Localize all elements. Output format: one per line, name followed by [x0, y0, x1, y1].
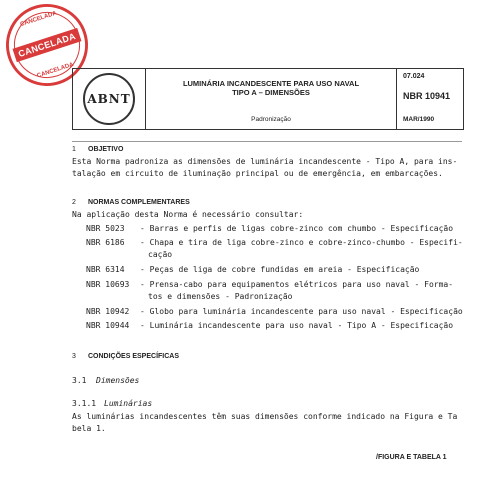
document-header: [72, 68, 464, 130]
ref-code: NBR 10693: [86, 280, 130, 289]
section-2-title: NORMAS COMPLEMENTARES: [88, 199, 190, 206]
stamp-ring-top: CANCELADA: [19, 10, 58, 29]
ref-text: - Luminária incandescente para uso naval - Tipo A - Especificação: [140, 321, 454, 330]
norm-number: NBR 10941: [403, 91, 451, 101]
continuation-note: /FIGURA E TABELA 1: [376, 454, 447, 461]
section-3-line-1: As luminárias incandescentes têm suas dimensões conforme indicado na Figura e Ta: [72, 412, 458, 421]
ref-text-continuation: cação: [148, 250, 173, 259]
title-cell: [146, 69, 397, 129]
document-title: [146, 79, 396, 97]
section-3-line-2: bela 1.: [72, 424, 106, 433]
classification-code: 07.024: [403, 73, 425, 80]
abnt-logo: ABNT: [83, 73, 135, 125]
ref-code: NBR 10942: [86, 307, 130, 316]
section-1-line-1: Esta Norma padroniza as dimensões de luminária incandescente - Tipo A, para ins-: [72, 157, 458, 166]
stamp-band: CANCELADA: [13, 28, 82, 62]
title-line-1: LUMINÁRIA INCANDESCENTE PARA USO NAVAL: [182, 79, 360, 88]
ref-code: NBR 10944: [86, 321, 130, 330]
subsection-3-1-number: 3.1: [72, 376, 87, 385]
header-divider: [72, 141, 462, 142]
ref-text: - Peças de liga de cobre fundidas em areia - Especificação: [140, 265, 420, 274]
stamp-ring-bottom: CANCELADA: [36, 61, 75, 80]
title-line-2: TIPO A – DIMENSÕES: [232, 88, 310, 97]
section-2-number: 2: [72, 199, 76, 206]
norm-date: MAR/1990: [403, 116, 435, 123]
section-1-number: 1: [72, 146, 76, 153]
logo-cell: [73, 69, 146, 129]
ref-code: NBR 6186: [86, 238, 125, 247]
section-1-line-2: talação em circuito de iluminação principal ou de emergência, em embarcações.: [72, 169, 443, 178]
ref-text-continuation: tos e dimensões - Padronização: [148, 292, 293, 301]
section-1-title: OBJETIVO: [88, 146, 124, 153]
subsection-3-1-1-number: 3.1.1: [72, 399, 97, 408]
ref-text: - Barras e perfis de ligas cobre-zinco com chumbo - Especificação: [140, 224, 454, 233]
subsection-3-1-title: Dimensões: [96, 376, 140, 385]
ref-text: - Globo para luminária incandescente para uso naval - Especificação: [140, 307, 463, 316]
section-2-intro: Na aplicação desta Norma é necessário consultar:: [72, 210, 304, 219]
ref-code: NBR 6314: [86, 265, 125, 274]
ref-text: - Chapa e tira de liga cobre-zinco e cobre-zinco-chumbo - Especifi-: [140, 238, 463, 247]
section-3-title: CONDIÇÕES ESPECÍFICAS: [88, 353, 180, 360]
code-cell: [397, 69, 463, 129]
subsection-3-1-1-title: Luminárias: [104, 399, 153, 408]
document-subtitle: Padronização: [251, 116, 291, 123]
ref-code: NBR 5023: [86, 224, 125, 233]
ref-text: - Prensa-cabo para equipamentos elétricos para uso naval - Forma-: [140, 280, 454, 289]
section-3-number: 3: [72, 353, 76, 360]
